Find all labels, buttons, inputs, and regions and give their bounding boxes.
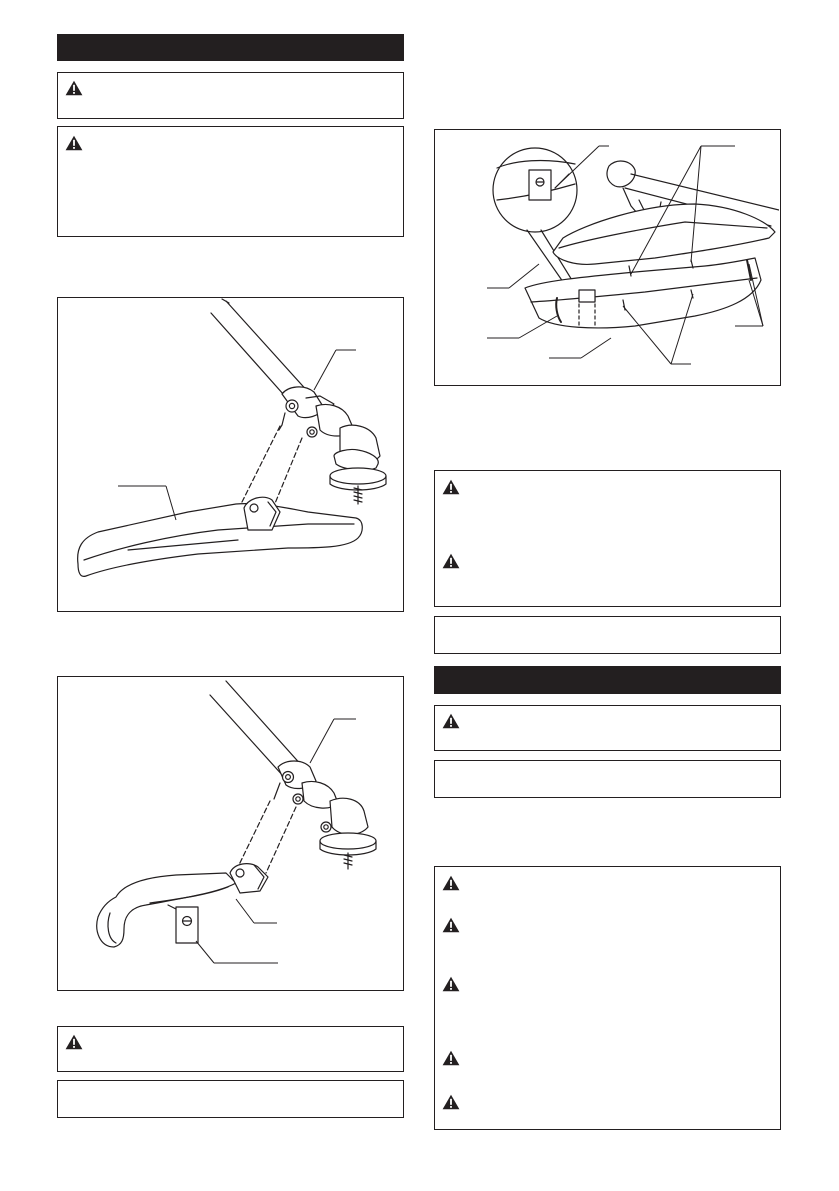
warning-triangle-icon [442, 553, 460, 569]
warning-triangle-icon [442, 479, 460, 495]
figure-1-protector-mounting [57, 297, 404, 612]
figure-1-drawing [58, 298, 402, 610]
figure-3-protector-extension [434, 129, 781, 386]
warning-box-1 [57, 72, 404, 119]
warning-box-2 [57, 126, 404, 237]
warning-box-3 [57, 1026, 404, 1072]
warning-triangle-icon [442, 875, 460, 891]
figure-3-drawing [435, 130, 779, 384]
warning-triangle-icon [442, 976, 460, 992]
note-box-right-1 [434, 616, 781, 654]
warning-triangle-icon [65, 1034, 83, 1050]
note-box-right-2 [434, 760, 781, 798]
note-box-left [57, 1080, 404, 1118]
warning-triangle-icon [65, 135, 83, 151]
figure-2-drawing [58, 677, 402, 989]
warning-box-list [434, 866, 781, 1130]
warning-box-double [434, 470, 781, 607]
warning-triangle-icon [442, 1050, 460, 1066]
section-heading-right [434, 666, 781, 694]
figure-2-protector-with-bracket [57, 676, 404, 991]
section-heading-left [57, 34, 404, 61]
warning-triangle-icon [442, 917, 460, 933]
warning-triangle-icon [442, 713, 460, 729]
warning-triangle-icon [65, 80, 83, 96]
warning-triangle-icon [442, 1094, 460, 1110]
warning-box-4 [434, 705, 781, 751]
